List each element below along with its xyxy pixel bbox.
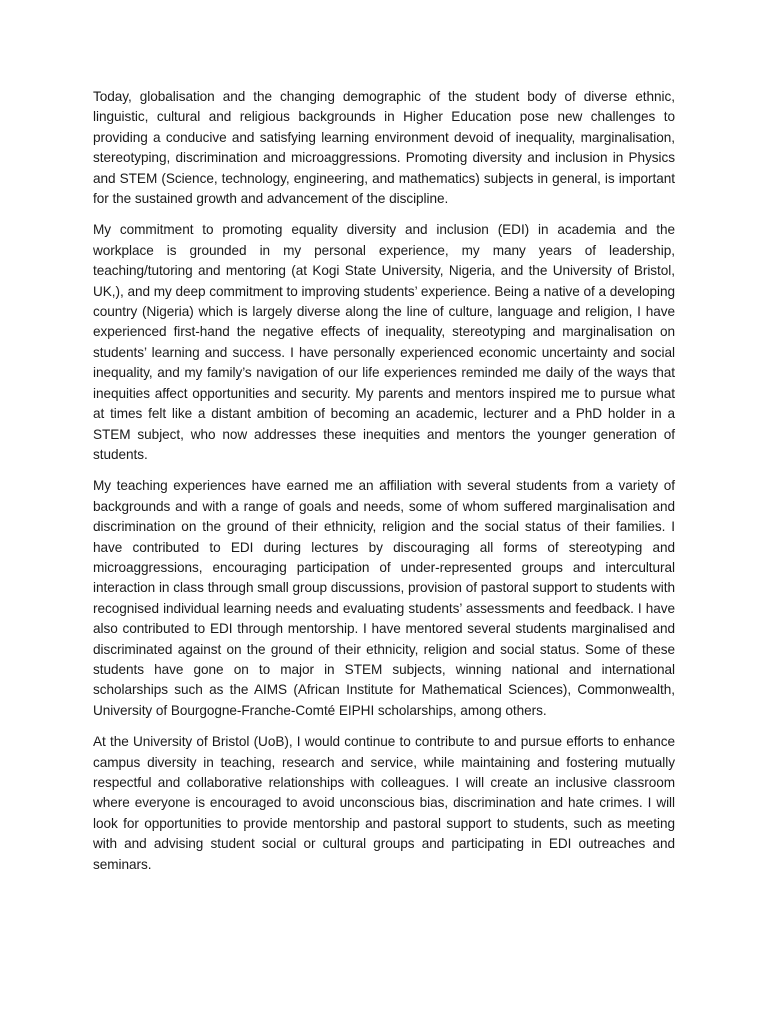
paragraph-commitment: My commitment to promoting equality diversity and inclusion (EDI) in academia and the workplace is grounded in my personal experience, my many years of leadership, teaching/tutoring and mentoring (at Kogi State University, Nigeria, and the University of Bristol, UK,), and my deep commitment to improving students’ experience. Being a native of a developing country (Nigeria) which is largely diverse along the line of culture, language and religion, I have experienced first-hand the negative effects of inequality, stereotyping and marginalisation on students’ learning and success. I have personally experienced economic uncertainty and social inequality, and my family’s navigation of our life experiences reminded me daily of the ways that inequities affect opportunities and security. My parents and mentors inspired me to pursue what at times felt like a distant ambition of becoming an academic, lecturer and a PhD holder in a STEM subject, who now addresses these inequities and mentors the younger generation of students. [93,222,675,462]
paragraph-future-plans: At the University of Bristol (UoB), I would continue to contribute to and pursue efforts to enhance campus diversity in teaching, research and service, while maintaining and fostering mutually respectful and collaborative relationships with colleagues. I will create an inclusive classroom where everyone is encouraged to avoid unconscious bias, discrimination and hate crimes. I will look for opportunities to provide mentorship and pastoral support to students, such as meeting with and advising student social or cultural groups and participating in EDI outreaches and seminars. [93,734,675,872]
paragraph-teaching-experience: My teaching experiences have earned me an affiliation with several students from a variety of backgrounds and with a range of goals and needs, some of whom suffered marginalisation and discrimination on the ground of their ethnicity, religion and the social status of their families. I have contributed to EDI during lectures by discouraging all forms of stereotyping and microaggressions, encouraging participation of under-represented groups and intercultural interaction in class through small group discussions, provision of pastoral support to students with recognised individual learning needs and evaluating students’ assessments and feedback. I have also contributed to EDI through mentorship. I have mentored several students marginalised and discriminated against on the ground of their ethnicity, religion and social status. Some of these students have gone on to major in STEM subjects, winning national and international scholarships such as the AIMS (African Institute for Mathematical Sciences), Commonwealth, University of Bourgogne-Franche-Comté EIPHI scholarships, among others. [93,478,675,718]
paragraph-intro: Today, globalisation and the changing demographic of the student body of diverse ethnic, linguistic, cultural and religious backgrounds in Higher Education pose new challenges to providing a conducive and satisfying learning environment devoid of inequality, marginalisation, stereotyping, discrimination and microaggressions. Promoting diversity and inclusion in Physics and STEM (Science, technology, engineering, and mathematics) subjects in general, is important for the sustained growth and advancement of the discipline. [93,89,675,207]
document-body [93,87,675,886]
